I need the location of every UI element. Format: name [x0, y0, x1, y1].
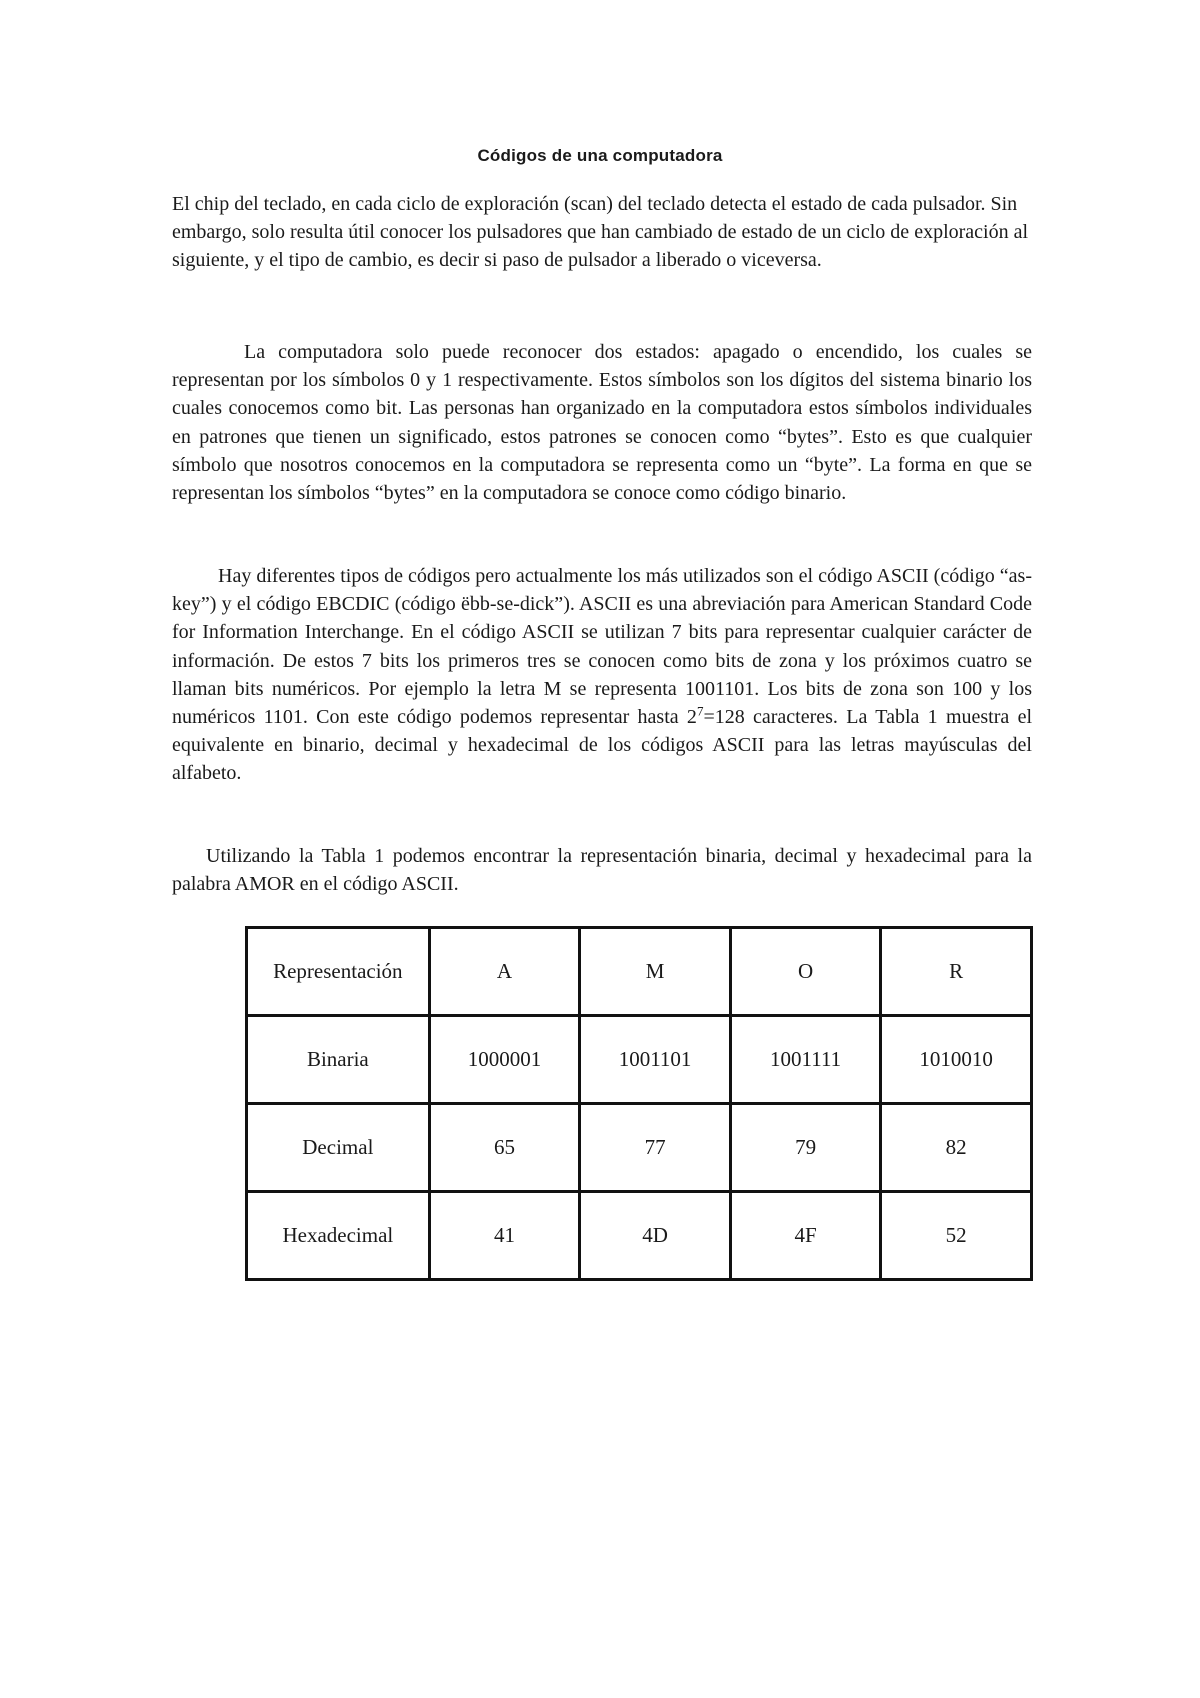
table-cell: 82	[881, 1104, 1032, 1192]
exponent: 7	[696, 703, 704, 719]
table-cell: 79	[730, 1104, 881, 1192]
table-row	[247, 1192, 1032, 1280]
table-header-cell: R	[881, 928, 1032, 1016]
table-row-label: Decimal	[247, 1104, 430, 1192]
table-cell: 1010010	[881, 1016, 1032, 1104]
table-header-cell: O	[730, 928, 881, 1016]
paragraph-ascii-text-2: =128 caracteres. La Tabla 1 muestra el equivalente en binario, decimal y hexadecimal de los códigos ASCII para las letras mayúsculas del alfabeto.	[172, 706, 1033, 785]
table-row-label: Binaria	[247, 1016, 430, 1104]
paragraph-ascii-text-1: Hay diferentes tipos de códigos pero actualmente los más utilizados son el código ASCII (código “as-key”) y el código EBCDIC (código ëbb-se-dick”). ASCII es una abreviación para American Standard Code for Information Interchange. En el código ASCII se utilizan 7 bits para representar cualquier carácter de información. De estos 7 bits los primeros tres se conocen como bits de zona y los próximos cuatro se llaman bits numéricos. Por ejemplo la letra M se representa 1001101. Los bits de zona son 100 y los numéricos 1101. Con este código podemos representar hasta 2	[172, 565, 1032, 729]
table-cell: 65	[429, 1104, 580, 1192]
table-row	[247, 1104, 1032, 1192]
table-header-cell: Representación	[247, 928, 430, 1016]
paragraph-ascii-codes	[172, 562, 1032, 788]
paragraph-binary-states: La computadora solo puede reconocer dos estados: apagado o encendido, los cuales se representan por los símbolos 0 y 1 respectivamente. Estos símbolos son los dígitos del sistema binario los cuales conocemos como bit. Las personas han organizado en la computadora estos símbolos individuales en patrones que tienen un significado, estos patrones se conocen como “bytes”. Esto es que cualquier símbolo que nosotros conocemos en la computadora se representa como un “byte”. La forma en que se representan los símbolos “bytes” en la computadora se conoce como código binario.	[172, 341, 1032, 505]
ascii-table	[245, 926, 1033, 1281]
table-header-cell: M	[580, 928, 731, 1016]
table-cell: 1001111	[730, 1016, 881, 1104]
table-header-row	[247, 928, 1032, 1016]
paragraph-keyboard-chip: El chip del teclado, en cada ciclo de exploración (scan) del teclado detecta el estado de cada pulsador. Sin embargo, solo resulta útil conocer los pulsadores que han cambiado de estado de un ciclo de exploración al siguiente, y el tipo de cambio, es decir si paso de pulsador a liberado o viceversa.	[172, 193, 1029, 272]
table-cell: 4F	[730, 1192, 881, 1280]
page-title: Códigos de una computadora	[477, 146, 723, 165]
table-cell: 77	[580, 1104, 731, 1192]
table-header-cell: A	[429, 928, 580, 1016]
table-row-label: Hexadecimal	[247, 1192, 430, 1280]
table-cell: 41	[429, 1192, 580, 1280]
table-cell: 4D	[580, 1192, 731, 1280]
table-row	[247, 1016, 1032, 1104]
table-cell: 52	[881, 1192, 1032, 1280]
table-cell: 1000001	[429, 1016, 580, 1104]
paragraph-amor-example: Utilizando la Tabla 1 podemos encontrar la representación binaria, decimal y hexadecimal para la palabra AMOR en el código ASCII.	[172, 845, 1032, 896]
table-cell: 1001101	[580, 1016, 731, 1104]
